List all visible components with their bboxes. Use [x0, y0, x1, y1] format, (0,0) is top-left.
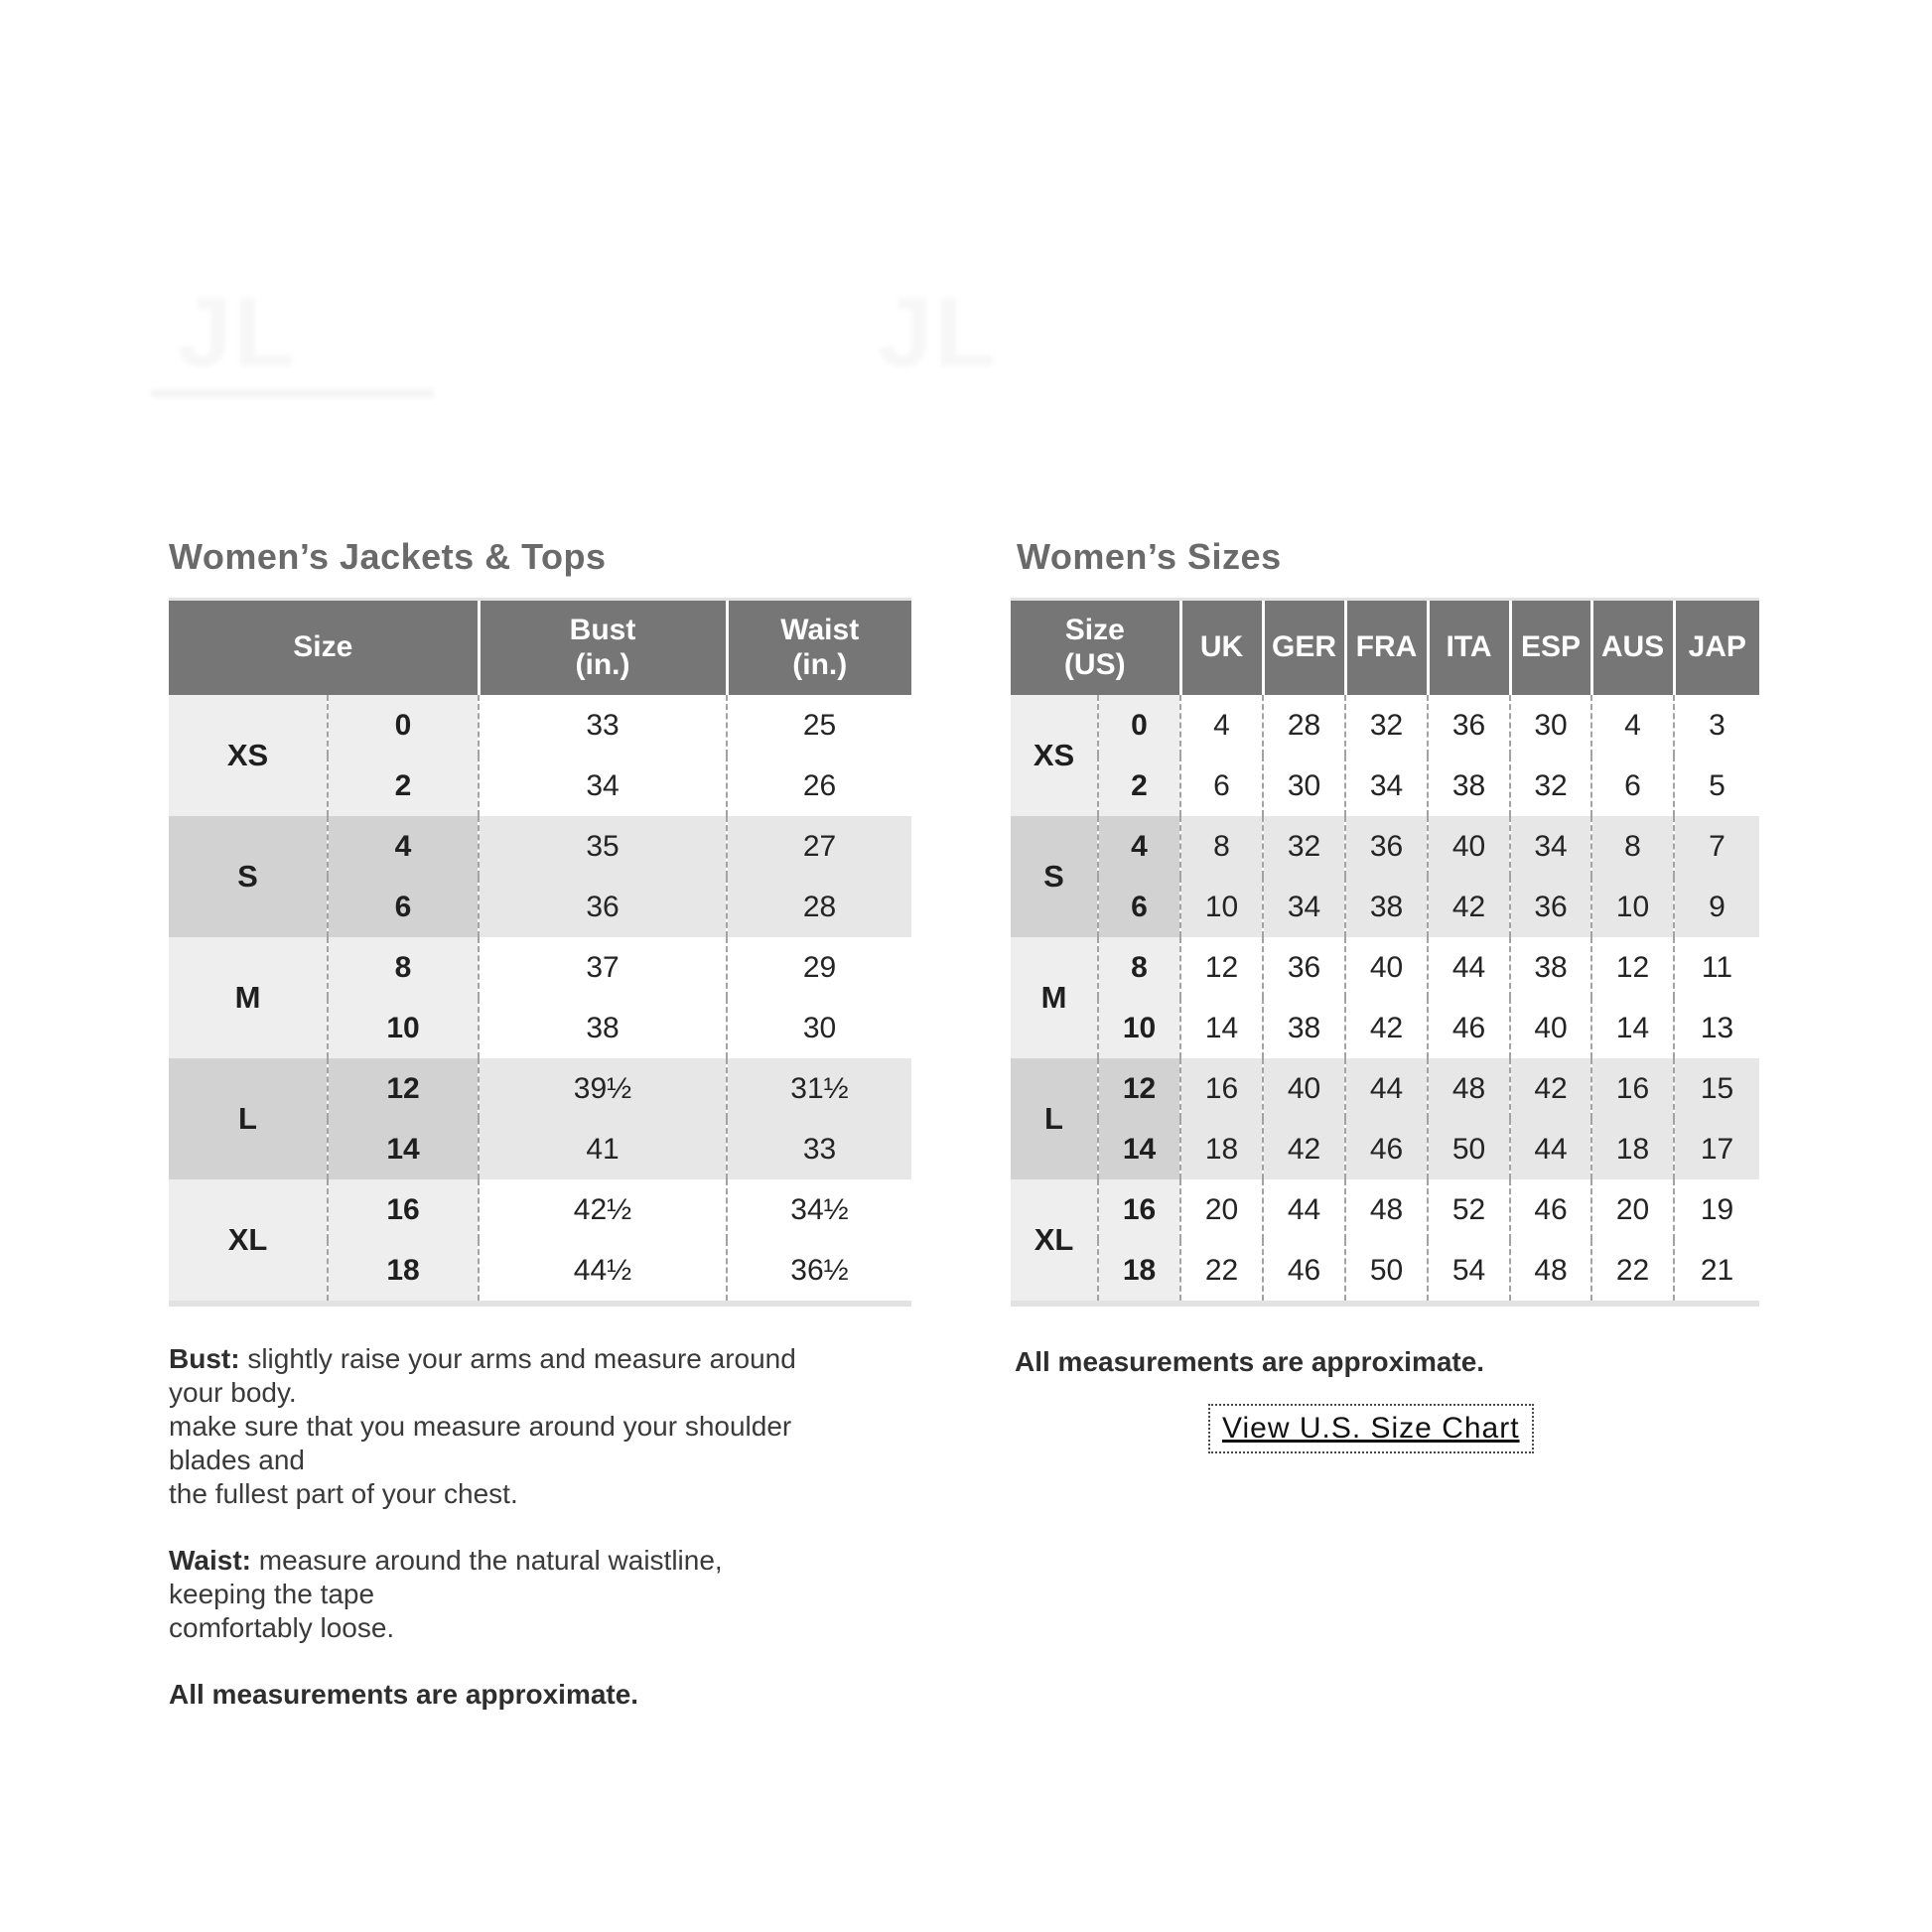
uk-cell: 8 [1180, 816, 1263, 877]
ita-cell: 38 [1428, 756, 1510, 816]
esp-cell: 38 [1510, 937, 1591, 998]
bust-cell: 33 [479, 695, 727, 756]
size-cell: 0 [328, 695, 479, 756]
esp-cell: 40 [1510, 998, 1591, 1058]
bust-cell: 44½ [479, 1240, 727, 1301]
aus-cell: 22 [1591, 1240, 1674, 1301]
waist-cell: 27 [727, 816, 911, 877]
sizes-approximate-note: All measurements are approximate. [1015, 1346, 1485, 1377]
table-row [1011, 695, 1759, 756]
uk-cell: 14 [1180, 998, 1263, 1058]
size-cell: 2 [328, 756, 479, 816]
ita-cell: 48 [1428, 1058, 1510, 1119]
waist-note: Waist: measure around the natural waistline, keeping the tape comfortably loose. [169, 1545, 723, 1643]
ger-cell: 36 [1263, 937, 1345, 998]
view-us-size-chart-link[interactable]: View U.S. Size Chart [1208, 1404, 1534, 1453]
us-size-cell: 16 [1098, 1179, 1180, 1240]
table-row [1011, 1240, 1759, 1301]
column-header-size [169, 601, 479, 695]
esp-cell: 34 [1510, 816, 1591, 877]
table-row [169, 816, 911, 877]
us-size-cell: 14 [1098, 1119, 1180, 1179]
fra-cell: 36 [1345, 816, 1428, 877]
us-size-cell: 12 [1098, 1058, 1180, 1119]
size-cell: 16 [328, 1179, 479, 1240]
jackets-tops-title: Women’s Jackets & Tops [169, 536, 607, 577]
us-size-cell: 10 [1098, 998, 1180, 1058]
ger-cell: 40 [1263, 1058, 1345, 1119]
size-cell: 8 [328, 937, 479, 998]
aus-cell: 12 [1591, 937, 1674, 998]
bust-note: Bust: slightly raise your arms and measure around your body. make sure that you measure around your shoulder blades and the fullest part of your chest. [169, 1343, 796, 1509]
size-group-label: M [169, 937, 328, 1058]
size-group-label: XS [169, 695, 328, 816]
table-row [1011, 1058, 1759, 1119]
fra-cell: 46 [1345, 1119, 1428, 1179]
womens-sizes-table [1011, 598, 1759, 1307]
uk-cell: 6 [1180, 756, 1263, 816]
aus-cell: 6 [1591, 756, 1674, 816]
fra-cell: 42 [1345, 998, 1428, 1058]
us-size-cell: 4 [1098, 816, 1180, 877]
measurement-notes [169, 1342, 824, 1744]
column-header-ger: GER [1263, 601, 1345, 695]
ita-cell: 36 [1428, 695, 1510, 756]
aus-cell: 10 [1591, 877, 1674, 937]
watermark-caption [151, 389, 434, 398]
bust-cell: 34 [479, 756, 727, 816]
header-row [1011, 601, 1759, 695]
waist-cell: 29 [727, 937, 911, 998]
size-group-label: L [169, 1058, 328, 1179]
uk-cell: 18 [1180, 1119, 1263, 1179]
esp-cell: 44 [1510, 1119, 1591, 1179]
ger-cell: 34 [1263, 877, 1345, 937]
fra-cell: 40 [1345, 937, 1428, 998]
uk-cell: 10 [1180, 877, 1263, 937]
uk-cell: 20 [1180, 1179, 1263, 1240]
watermark-logo: JL [878, 277, 998, 388]
size-cell: 10 [328, 998, 479, 1058]
size-cell: 12 [328, 1058, 479, 1119]
ita-cell: 44 [1428, 937, 1510, 998]
us-size-cell: 6 [1098, 877, 1180, 937]
uk-cell: 16 [1180, 1058, 1263, 1119]
aus-cell: 18 [1591, 1119, 1674, 1179]
waist-cell: 31½ [727, 1058, 911, 1119]
aus-cell: 16 [1591, 1058, 1674, 1119]
jackets-tops-table [169, 598, 911, 1307]
table-row [1011, 1179, 1759, 1240]
jap-cell: 5 [1674, 756, 1759, 816]
column-header-waist: Waist (in.) [727, 601, 911, 695]
table-row [1011, 937, 1759, 998]
bust-cell: 36 [479, 877, 727, 937]
fra-cell: 50 [1345, 1240, 1428, 1301]
waist-cell: 28 [727, 877, 911, 937]
ita-cell: 54 [1428, 1240, 1510, 1301]
jap-cell: 7 [1674, 816, 1759, 877]
uk-cell: 12 [1180, 937, 1263, 998]
size-cell: 4 [328, 816, 479, 877]
fra-cell: 38 [1345, 877, 1428, 937]
waist-cell: 25 [727, 695, 911, 756]
table-row [1011, 756, 1759, 816]
column-header-fra: FRA [1345, 601, 1428, 695]
bust-cell: 41 [479, 1119, 727, 1179]
fra-cell: 34 [1345, 756, 1428, 816]
bust-cell: 37 [479, 937, 727, 998]
jap-cell: 17 [1674, 1119, 1759, 1179]
waist-cell: 26 [727, 756, 911, 816]
jap-cell: 15 [1674, 1058, 1759, 1119]
uk-cell: 22 [1180, 1240, 1263, 1301]
jap-cell: 9 [1674, 877, 1759, 937]
ita-cell: 52 [1428, 1179, 1510, 1240]
jap-cell: 11 [1674, 937, 1759, 998]
ger-cell: 46 [1263, 1240, 1345, 1301]
size-group-label: XS [1011, 695, 1098, 816]
esp-cell: 42 [1510, 1058, 1591, 1119]
esp-cell: 36 [1510, 877, 1591, 937]
bust-cell: 35 [479, 816, 727, 877]
size-group-label: S [169, 816, 328, 937]
esp-cell: 32 [1510, 756, 1591, 816]
size-header-label: Size [293, 630, 353, 664]
aus-cell: 4 [1591, 695, 1674, 756]
size-cell: 6 [328, 877, 479, 937]
waist-cell: 34½ [727, 1179, 911, 1240]
table-row [1011, 877, 1759, 937]
table-row [1011, 998, 1759, 1058]
jackets-tops-table-grid [169, 601, 911, 1301]
size-group-label: XL [169, 1179, 328, 1301]
column-header-uk: UK [1180, 601, 1263, 695]
size-group-label: M [1011, 937, 1098, 1058]
bust-cell: 38 [479, 998, 727, 1058]
waist-note-label: Waist: [169, 1545, 251, 1576]
table-row [1011, 816, 1759, 877]
size-cell: 14 [328, 1119, 479, 1179]
ger-cell: 32 [1263, 816, 1345, 877]
fra-cell: 44 [1345, 1058, 1428, 1119]
ger-cell: 42 [1263, 1119, 1345, 1179]
bust-cell: 39½ [479, 1058, 727, 1119]
jap-cell: 19 [1674, 1179, 1759, 1240]
esp-cell: 30 [1510, 695, 1591, 756]
header-row [169, 601, 911, 695]
ger-cell: 28 [1263, 695, 1345, 756]
uk-cell: 4 [1180, 695, 1263, 756]
bust-cell: 42½ [479, 1179, 727, 1240]
ita-cell: 42 [1428, 877, 1510, 937]
esp-cell: 48 [1510, 1240, 1591, 1301]
size-group-label: XL [1011, 1179, 1098, 1301]
us-size-cell: 2 [1098, 756, 1180, 816]
jap-cell: 21 [1674, 1240, 1759, 1301]
column-header-size-us: Size (US) [1011, 601, 1180, 695]
waist-cell: 36½ [727, 1240, 911, 1301]
watermark-logo: JL [177, 277, 297, 388]
table-row [169, 1058, 911, 1119]
ger-cell: 30 [1263, 756, 1345, 816]
us-size-cell: 0 [1098, 695, 1180, 756]
aus-cell: 14 [1591, 998, 1674, 1058]
jap-cell: 13 [1674, 998, 1759, 1058]
table-row [169, 695, 911, 756]
ger-cell: 38 [1263, 998, 1345, 1058]
jap-cell: 3 [1674, 695, 1759, 756]
ger-cell: 44 [1263, 1179, 1345, 1240]
ita-cell: 40 [1428, 816, 1510, 877]
us-size-cell: 8 [1098, 937, 1180, 998]
size-cell: 18 [328, 1240, 479, 1301]
column-header-aus: AUS [1591, 601, 1674, 695]
womens-sizes-title: Women’s Sizes [1017, 536, 1282, 577]
bust-note-label: Bust: [169, 1343, 240, 1374]
table-row [169, 937, 911, 998]
size-group-label: L [1011, 1058, 1098, 1179]
fra-cell: 48 [1345, 1179, 1428, 1240]
us-size-cell: 18 [1098, 1240, 1180, 1301]
waist-cell: 30 [727, 998, 911, 1058]
aus-cell: 8 [1591, 816, 1674, 877]
approximate-note: All measurements are approximate. [169, 1679, 639, 1710]
womens-sizes-table-grid [1011, 601, 1759, 1301]
esp-cell: 46 [1510, 1179, 1591, 1240]
column-header-bust: Bust (in.) [479, 601, 727, 695]
column-header-esp: ESP [1510, 601, 1591, 695]
column-header-ita: ITA [1428, 601, 1510, 695]
ita-cell: 50 [1428, 1119, 1510, 1179]
ita-cell: 46 [1428, 998, 1510, 1058]
table-row [169, 1179, 911, 1240]
column-header-jap: JAP [1674, 601, 1759, 695]
fra-cell: 32 [1345, 695, 1428, 756]
waist-cell: 33 [727, 1119, 911, 1179]
size-group-label: S [1011, 816, 1098, 937]
table-row [1011, 1119, 1759, 1179]
aus-cell: 20 [1591, 1179, 1674, 1240]
